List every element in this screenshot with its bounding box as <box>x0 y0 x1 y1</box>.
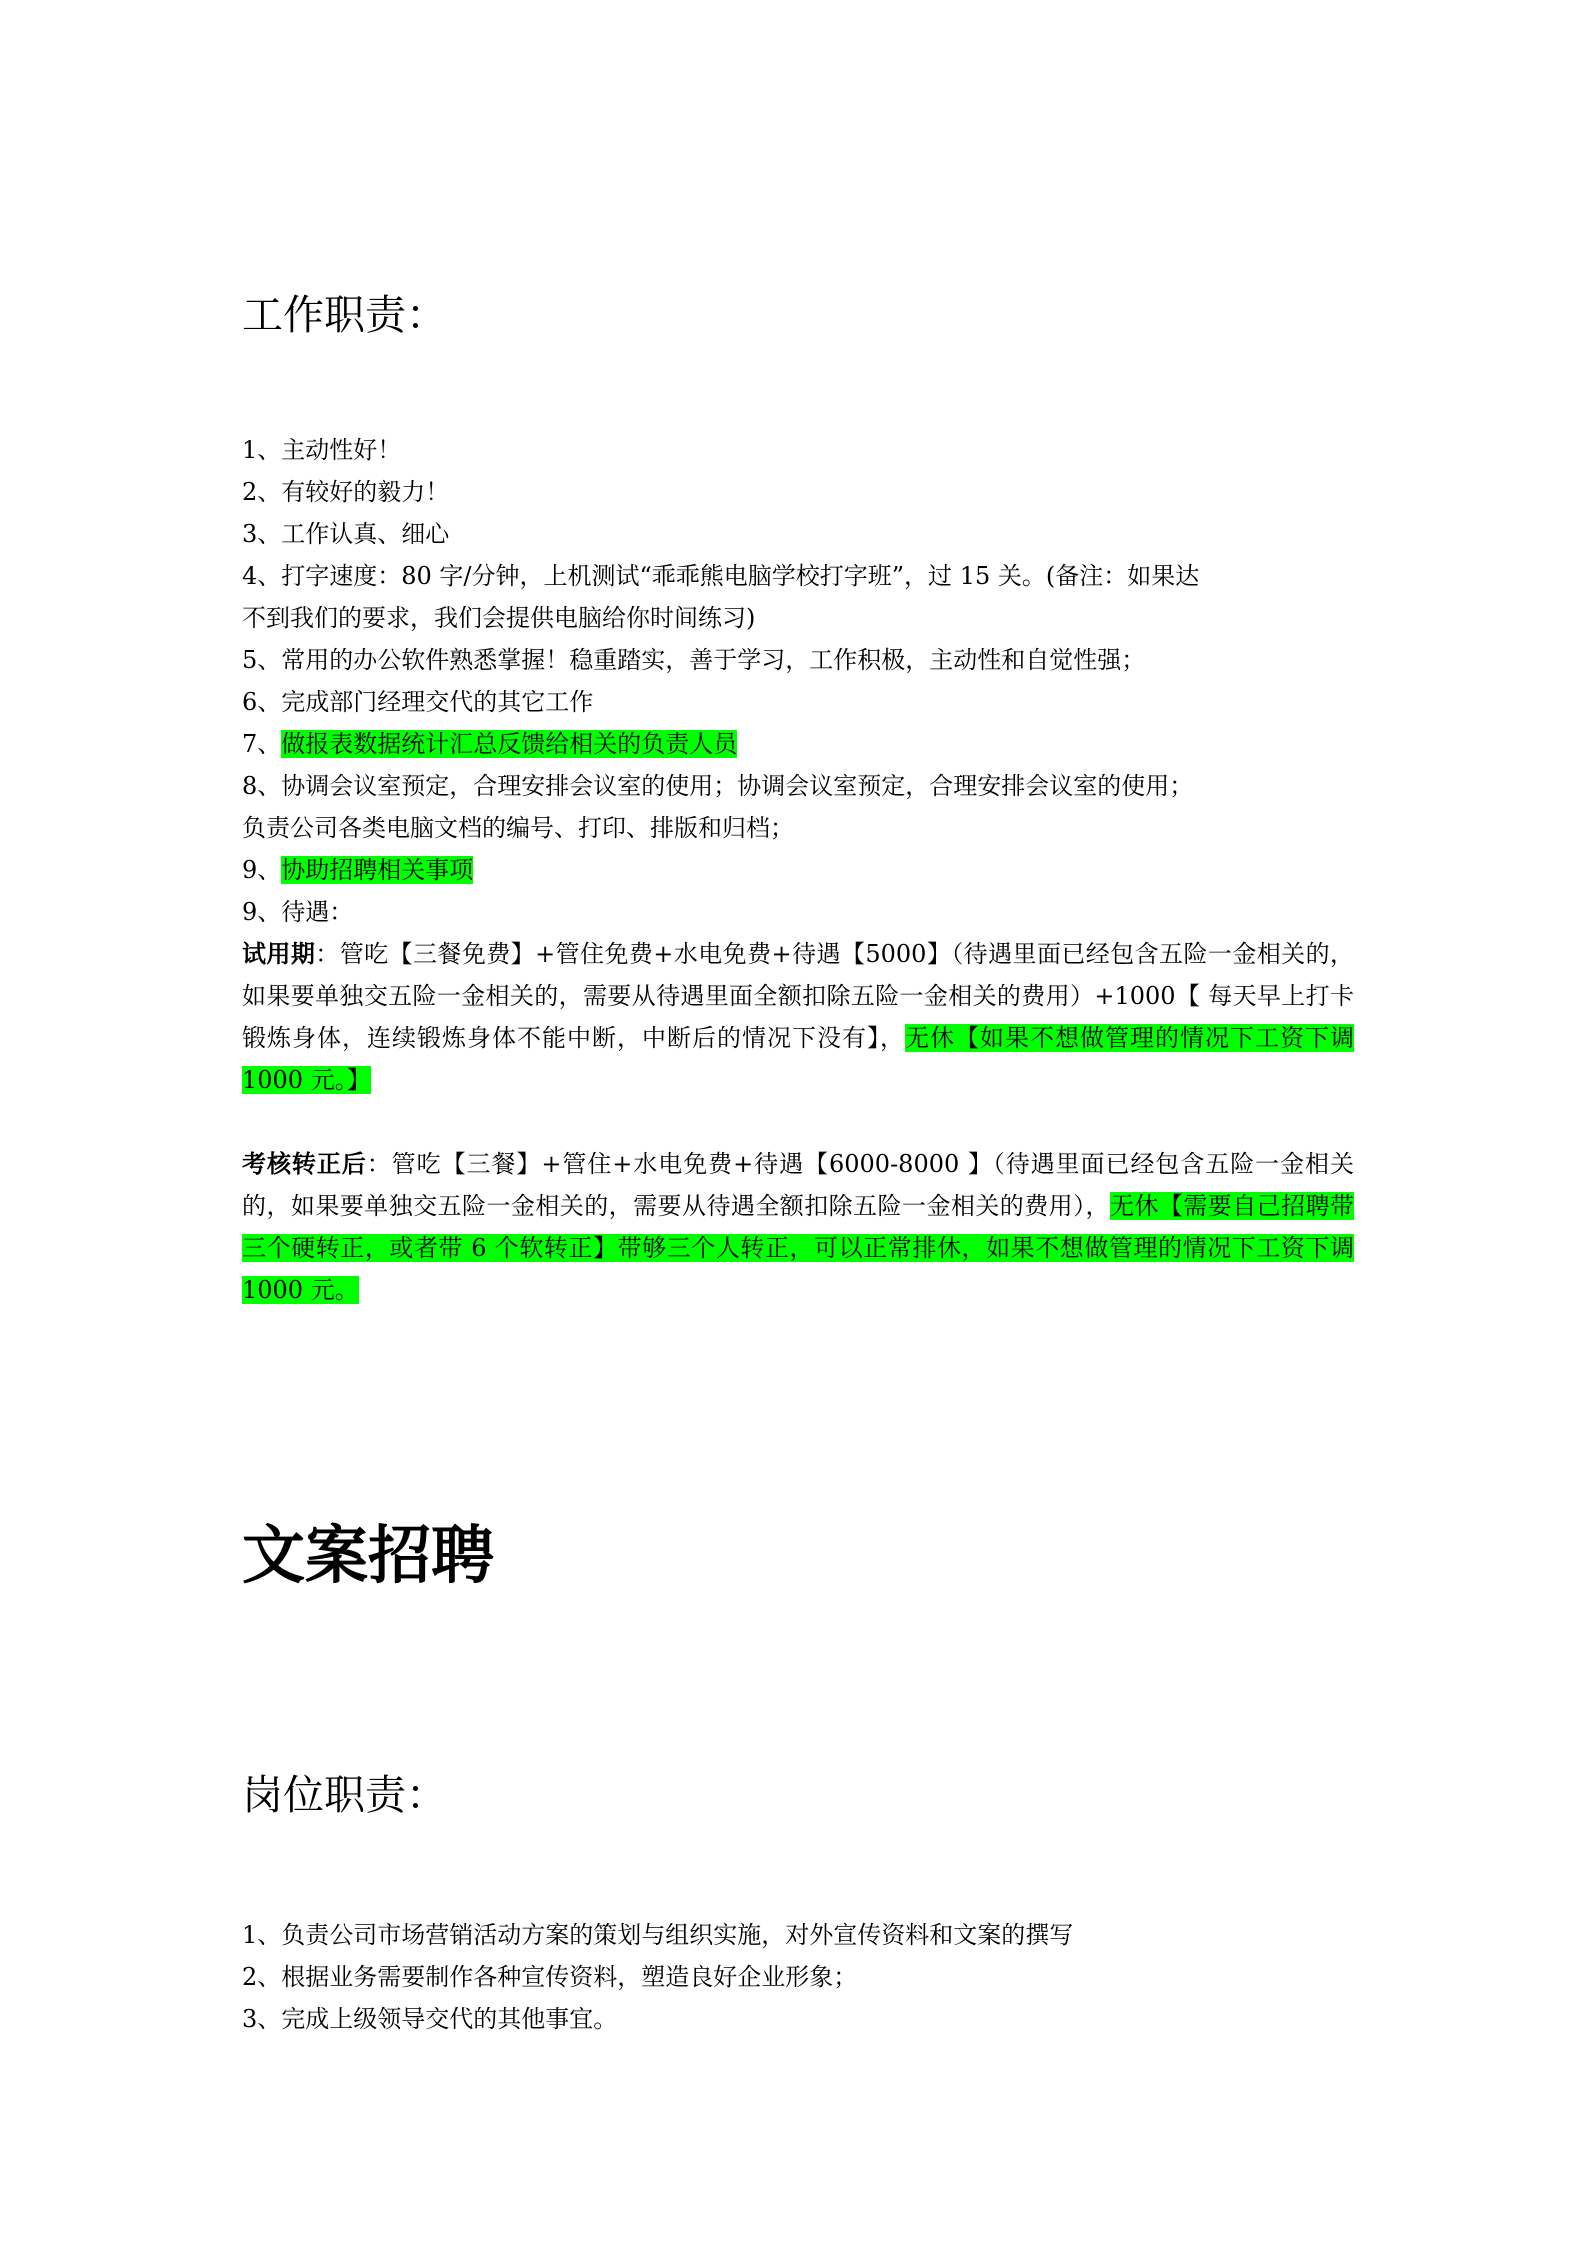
list-item: 9、待遇： <box>242 898 354 926</box>
paragraph-spacer <box>242 1101 1354 1143</box>
section-work-duties <box>242 285 1354 345</box>
section-title-copywriter: 文案招聘 <box>242 1518 494 1592</box>
regular-employee-label: 考核转正后 <box>242 1149 367 1178</box>
regular-employee-paragraph <box>242 1143 1354 1311</box>
list-item: 4、打字速度：80 字/分钟，上机测试“乖乖熊电脑学校打字班”，过 15 关。(备注：如果达 <box>242 562 1200 590</box>
section-title-work-duties: 工作职责： <box>242 291 447 339</box>
list-item: 1、主动性好！ <box>242 436 402 464</box>
list-item: 2、根据业务需要制作各种宣传资料，塑造良好企业形象； <box>242 1963 858 1991</box>
highlighted-text: 做报表数据统计汇总反馈给相关的负责人员 <box>281 730 738 758</box>
list-item: 6、完成部门经理交代的其它工作 <box>242 688 594 716</box>
item-number: 9、 <box>242 856 282 884</box>
section-job-duties <box>242 1765 1354 1825</box>
list-item: 3、完成上级领导交代的其他事宜。 <box>242 2005 618 2033</box>
list-item: 3、工作认真、细心 <box>242 520 450 548</box>
highlighted-text: 协助招聘相关事项 <box>281 856 474 884</box>
trial-period-label: 试用期 <box>242 939 316 968</box>
list-item <box>242 723 1354 765</box>
list-item <box>242 849 1354 891</box>
list-item: 2、有较好的毅力！ <box>242 478 450 506</box>
section-title-job-duties: 岗位职责： <box>242 1771 447 1819</box>
list-item: 5、常用的办公软件熟悉掌握！稳重踏实，善于学习，工作积极，主动性和自觉性强； <box>242 646 1146 674</box>
list-item: 8、协调会议室预定，合理安排会议室的使用；协调会议室预定，合理安排会议室的使用； <box>242 772 1194 800</box>
highlighted-text: 无休【如果不想做管理的情况下工资下调 1000 元。】 <box>242 1024 1354 1094</box>
list-item: 负责公司各类电脑文档的编号、打印、排版和归档； <box>242 814 794 842</box>
trial-period-text: ：管吃【三餐免费】+管住免费+水电免费+待遇【5000】（待遇里面已经包含五险一金相关的，如果要单独交五险一金相关的，需要从待遇里面全额扣除五险一金相关的费用）+1000【 每天早上打卡锻炼身体，连续锻炼身体不能中断，中断后的情况下没有】， <box>242 940 1355 1052</box>
list-item: 不到我们的要求，我们会提供电脑给你时间练习) <box>242 604 756 632</box>
trial-period-paragraph <box>242 933 1354 1101</box>
regular-employee-text: ：管吃【三餐】+管住+水电免费+待遇【6000-8000 】（待遇里面已经包含五险一金相关的，如果要单独交五险一金相关的，需要从待遇全额扣除五险一金相关的费用）， <box>242 1150 1354 1220</box>
job-duties-list <box>242 1914 1354 2040</box>
section-copywriter-recruitment <box>242 1515 1354 1595</box>
highlighted-text: 无休【需要自己招聘带三个硬转正，或者带 6 个软转正】带够三个人转正，可以正常排休，如果不想做管理的情况下工资下调 1000 元。 <box>242 1192 1354 1304</box>
list-item: 1、负责公司市场营销活动方案的策划与组织实施，对外宣传资料和文案的撰写 <box>242 1921 1074 1949</box>
item-number: 7、 <box>242 730 282 758</box>
work-duties-list <box>242 429 1354 1311</box>
